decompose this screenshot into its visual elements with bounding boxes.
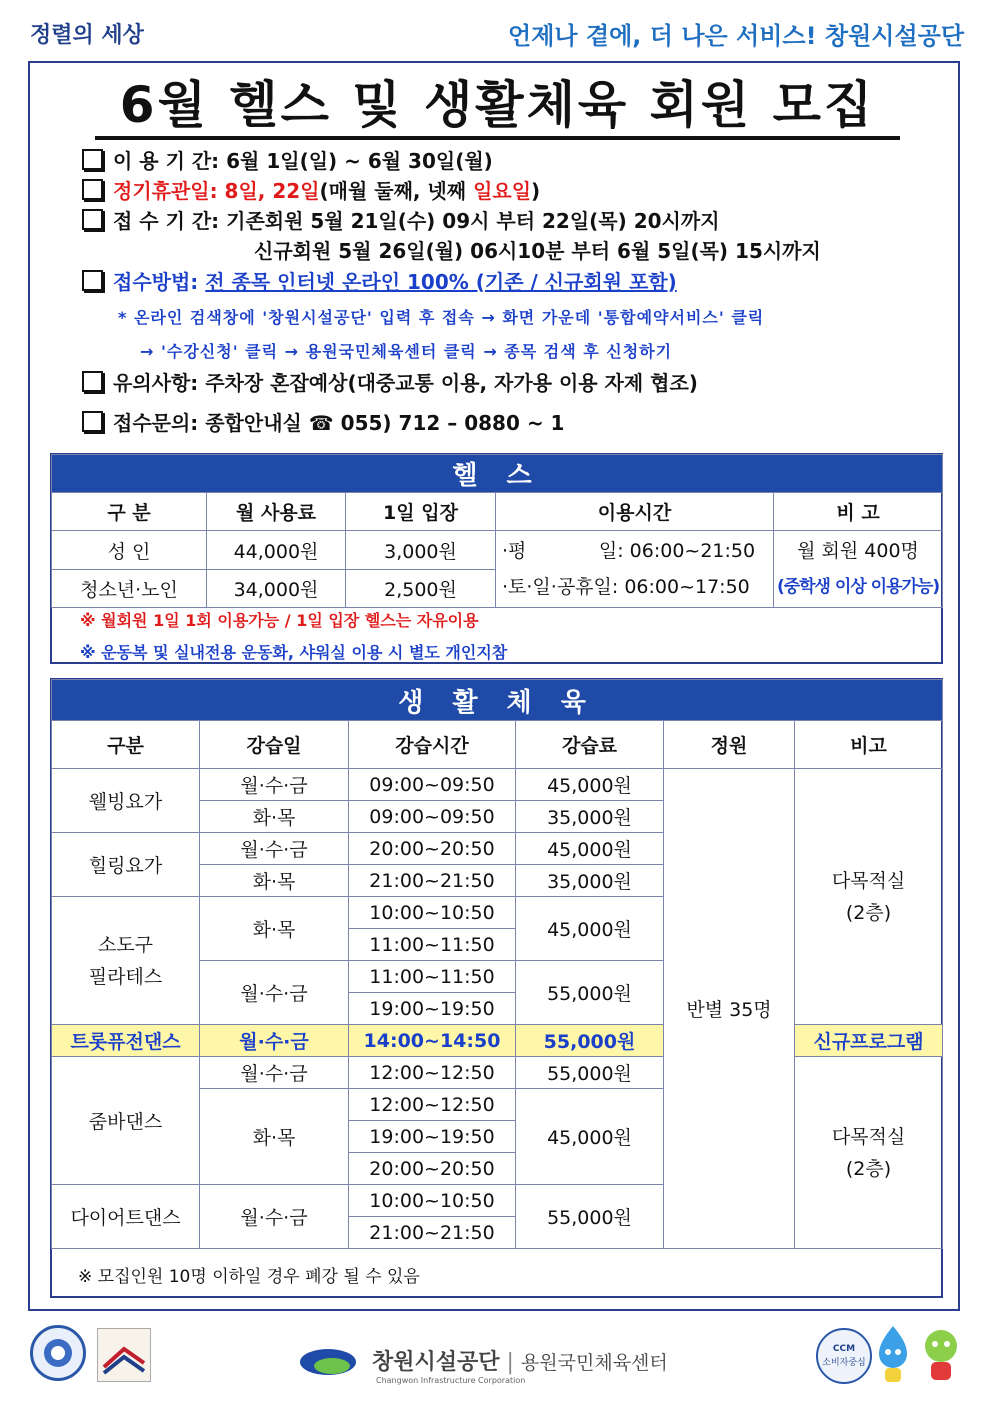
health-hours (496, 531, 774, 608)
health-header: 이용시간 (496, 493, 774, 531)
info-method: 접수방법: 전 종목 인터넷 온라인 100% (기존 / 신규회원 포함) (82, 269, 677, 295)
program-zumba: 줌바댄스 (52, 1057, 200, 1185)
ccm-mark: CCM (832, 1344, 856, 1354)
health-header: 구 분 (52, 493, 207, 531)
room-note-1 (795, 769, 943, 1025)
health-footnote2: ※ 운동복 및 실내전용 운동화, 샤워실 이용 시 별도 개인지참 (80, 643, 508, 662)
flag-icon (98, 1329, 150, 1381)
class-time: 10:00~10:50 (349, 897, 516, 929)
center-name: 용원국민체육센터 (520, 1352, 668, 1374)
class-days: 월·수·금 (200, 1185, 349, 1249)
class-fee: 35,000원 (516, 865, 664, 897)
health-note (774, 531, 943, 608)
program-diet-dance: 다이어트댄스 (52, 1185, 200, 1249)
checkbox-icon (82, 179, 103, 200)
sports-header: 구분 (52, 721, 200, 769)
health-header: 비 고 (774, 493, 943, 531)
class-days: 화·목 (200, 1089, 349, 1185)
mascot-blue (873, 1322, 913, 1390)
info-closed: 정기휴관일: 8일, 22일(매월 둘째, 넷째 일요일) (82, 178, 540, 204)
info-method-note2: → '수강신청' 클릭 → 용원국민체육센터 클릭 → 종목 검색 후 신청하기 (140, 342, 673, 361)
class-fee: 45,000원 (516, 833, 664, 865)
class-fee: 45,000원 (516, 1089, 664, 1185)
program-pilates (52, 897, 200, 1025)
health-monthly: 34,000원 (207, 570, 346, 608)
class-fee: 55,000원 (516, 1025, 664, 1057)
info-caution: 유의사항: 주차장 혼잡예상(대중교통 이용, 자가용 이용 자제 협조) (82, 370, 698, 396)
mascot-green-icon (918, 1322, 964, 1386)
health-category: 성 인 (52, 531, 207, 570)
class-time: 09:00~09:50 (349, 801, 516, 833)
room-floor: (2층) (845, 901, 892, 924)
info-inquiry: 접수문의: 종합안내실 ☎ 055) 712 – 0880 ~ 1 (82, 410, 564, 436)
org-name: 창원시설공단 (372, 1350, 500, 1375)
program-trot-dance: 트롯퓨전댄스 (52, 1025, 200, 1057)
org-name-block: 창원시설공단 | 용원국민체육센터 (372, 1350, 668, 1375)
class-days: 화·목 (200, 865, 349, 897)
room-name: 다목적실 (831, 869, 906, 892)
class-time: 21:00~21:50 (349, 865, 516, 897)
checkbox-icon (82, 149, 103, 170)
sports-header: 강습시간 (349, 721, 516, 769)
class-time: 10:00~10:50 (349, 1185, 516, 1217)
class-time: 19:00~19:50 (349, 1121, 516, 1153)
org-emblem-icon (296, 1342, 360, 1390)
health-note-a: 월 회원 400명 (797, 540, 919, 562)
class-fee: 55,000원 (516, 961, 664, 1025)
human-rights-icon (33, 1328, 83, 1378)
human-rights-logo (30, 1325, 86, 1381)
class-time: 21:00~21:50 (349, 1217, 516, 1249)
class-days: 월·수·금 (200, 833, 349, 865)
class-days: 월·수·금 (200, 1025, 349, 1057)
new-program-badge: 신규프로그램 (795, 1025, 943, 1057)
health-table (51, 454, 943, 608)
class-fee: 45,000원 (516, 897, 664, 961)
mascot-green (918, 1322, 964, 1390)
class-days: 화·목 (200, 897, 349, 961)
room-note-2 (795, 1057, 943, 1249)
class-time: 11:00~11:50 (349, 929, 516, 961)
health-title: 헬 스 (52, 455, 943, 493)
health-hours-weekend: ·토·일·공휴일: 06:00~17:50 (502, 576, 750, 598)
class-time: 19:00~19:50 (349, 993, 516, 1025)
checkbox-icon (82, 209, 103, 230)
info-period: 이 용 기 간: 6월 1일(일) ~ 6월 30일(월) (82, 148, 493, 174)
class-fee: 35,000원 (516, 801, 664, 833)
sports-header: 강습일 (200, 721, 349, 769)
class-fee: 55,000원 (516, 1185, 664, 1249)
class-fee: 55,000원 (516, 1057, 664, 1089)
class-time: 12:00~12:50 (349, 1089, 516, 1121)
checkbox-icon (82, 371, 103, 392)
page-title: 6월 헬스 및 생활체육 회원 모집 (95, 76, 900, 140)
class-time: 20:00~20:50 (349, 833, 516, 865)
class-days: 월·수·금 (200, 769, 349, 801)
health-hours-weekday: ·평 일: 06:00~21:50 (502, 540, 756, 562)
certification-logo (97, 1328, 151, 1382)
info-method-note1: * 온라인 검색창에 '창원시설공단' 입력 후 접속 → 화면 가운데 '통합예약서비스' 클릭 (118, 308, 765, 327)
health-header: 1일 입장 (346, 493, 496, 531)
header-logo-left: 정렬의 세상 (30, 22, 144, 48)
sports-header: 정원 (664, 721, 795, 769)
class-time: 09:00~09:50 (349, 769, 516, 801)
health-daily: 3,000원 (346, 531, 496, 570)
capacity: 반별 35명 (664, 769, 795, 1249)
class-days: 화·목 (200, 801, 349, 833)
class-fee: 45,000원 (516, 769, 664, 801)
header-slogan: 언제나 곁에, 더 나은 서비스! 창원시설공단 (508, 22, 964, 50)
health-monthly: 44,000원 (207, 531, 346, 570)
sports-header: 비고 (795, 721, 943, 769)
class-time: 12:00~12:50 (349, 1057, 516, 1089)
program-wellbeing-yoga: 웰빙요가 (52, 769, 200, 833)
class-days: 월·수·금 (200, 1057, 349, 1089)
program-healing-yoga: 힐링요가 (52, 833, 200, 897)
ccm-label: 소비자중심 (822, 1358, 866, 1368)
program-pilates-line1: 소도구 (97, 933, 154, 956)
mascot-blue-icon (873, 1322, 913, 1386)
sports-table (51, 679, 943, 1249)
ccm-logo (816, 1328, 872, 1384)
class-time: 20:00~20:50 (349, 1153, 516, 1185)
sports-title: 생 활 체 육 (52, 680, 943, 721)
org-emblem (296, 1342, 360, 1394)
health-category: 청소년·노인 (52, 570, 207, 608)
info-reception: 접 수 기 간: 기존회원 5월 21일(수) 09시 부터 22일(목) 20시까지 (82, 208, 720, 234)
class-days: 월·수·금 (200, 961, 349, 1025)
checkbox-icon (82, 270, 103, 291)
room-floor: (2층) (845, 1157, 892, 1180)
health-daily: 2,500원 (346, 570, 496, 608)
sports-header: 강습료 (516, 721, 664, 769)
health-note-b: (중학생 이상 이용가능) (776, 577, 940, 597)
health-header: 월 사용료 (207, 493, 346, 531)
org-english: Changwon Infrastructure Corporation (376, 1376, 526, 1385)
info-reception-line2: 신규회원 5월 26일(월) 06시10분 부터 6월 5일(목) 15시까지 (254, 239, 821, 263)
class-time: 11:00~11:50 (349, 961, 516, 993)
program-pilates-line2: 필라테스 (88, 965, 163, 988)
class-time: 14:00~14:50 (349, 1025, 516, 1057)
sports-footnote: ※ 모집인원 10명 이하일 경우 폐강 될 수 있음 (78, 1267, 420, 1287)
checkbox-icon (82, 411, 103, 432)
health-footnote1: ※ 월회원 1일 1회 이용가능 / 1일 입장 헬스는 자유이용 (80, 611, 479, 630)
room-name: 다목적실 (831, 1125, 906, 1148)
